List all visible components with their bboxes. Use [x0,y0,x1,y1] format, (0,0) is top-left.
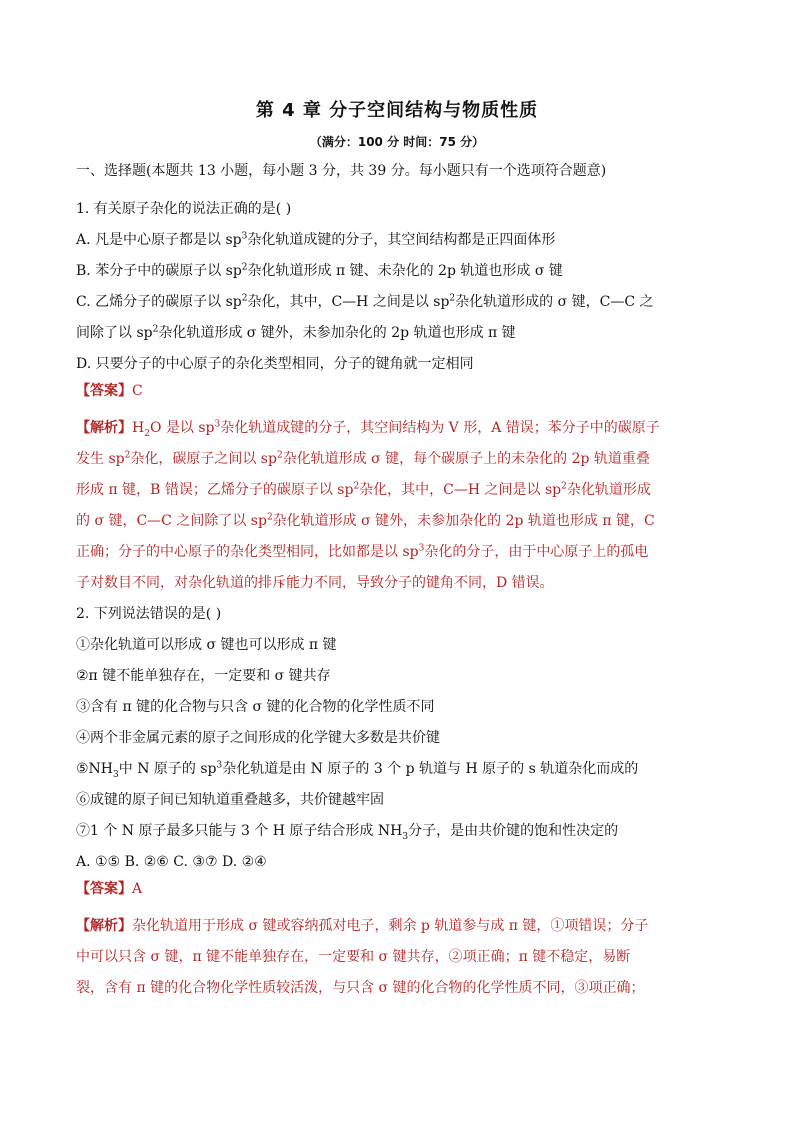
text: O 是以 sp [149,420,215,436]
document-subtitle: （满分：100 分 时间：75 分） [309,135,485,149]
section-heading: 一、选择题(本题共 13 小题，每小题 3 分，共 39 分。每小题只有一个选项符合题意) [76,163,607,179]
text: B. 苯分子中的碳原子以 sp [76,263,242,279]
answer-label: 【答案】 [76,881,132,897]
text: 中 N 原子的 sp [118,761,217,777]
explanation-label: 【解析】 [76,420,132,436]
q1-explanation-line-6: 子对数目不同，对杂化轨道的排斥能力不同，导致分子的键角不同，D 错误。 [76,575,554,591]
document-title: 第 4 章 分子空间结构与物质性质 [255,100,539,121]
text: 杂化，碳原子之间以 sp [130,451,277,467]
subscript: 2 [144,428,150,439]
q1-option-a [76,230,736,250]
q1-option-c-cont [76,323,736,343]
text: ⑤NH [76,761,114,777]
answer-label: 【答案】 [76,383,132,399]
text: A. 凡是中心原子都是以 sp [76,232,242,248]
q2-options: A. ①⑤ B. ②⑥ C. ③⑦ D. ②④ [76,854,267,870]
text: H [132,420,145,436]
q1-explanation-line-5 [76,542,736,562]
q1-answer [76,381,736,401]
text: 杂化轨道形成 [566,482,651,498]
superscript: 2 [152,324,159,335]
superscript: 3 [241,231,248,242]
text: 杂化轨道形成的 σ 键，C—C 之 [455,294,654,310]
explanation-label: 【解析】 [76,918,132,934]
text: 正确；分子的中心原子的杂化类型相同，比如都是以 sp [76,544,419,560]
q2-explanation-line-2: 中可以只含 σ 键，π 键不能单独存在，一定要和 σ 键共存，②项正确；π 键不稳定，易断 [76,949,631,965]
q1-explanation-line-3 [76,480,736,500]
q1-option-d: D. 只要分子的中心原子的杂化类型相同，分子的键角就一定相同 [76,356,474,372]
q2-statement-2: ②π 键不能单独存在，一定要和 σ 键共存 [76,668,331,684]
q2-explanation-line-3: 裂，含有 π 键的化合物化学性质较活泼，与只含 σ 键的化合物的化学性质不同，③项正确； [76,980,645,996]
text: 杂化的分子，由于中心原子上的孤电 [424,544,649,560]
q2-statement-6: ⑥成键的原子间已知轨道重叠越多，共价键越牢固 [76,792,384,808]
q2-statement-3: ③含有 π 键的化合物与只含 σ 键的化合物的化学性质不同 [76,699,435,715]
superscript: 2 [241,293,248,304]
text: C. 乙烯分子的碳原子以 sp [76,294,242,310]
text: 间除了以 sp [76,325,153,341]
text: 发生 sp [76,451,125,467]
q2-statement-5 [76,759,736,779]
text: 杂化，其中，C—H 之间是以 sp [247,294,450,310]
text: 杂化轨道形成 σ 键，每个碳原子上的未杂化的 2p 轨道重叠 [282,451,650,467]
text: 杂化轨道用于形成 σ 键或容纳孤对电子，剩余 p 轨道参与成 π 键，①项错误；分子 [132,918,649,934]
text: 杂化轨道成键的分子，其空间结构为 V 形，A 错误；苯分子中的碳原子 [220,420,660,436]
q2-statement-7 [76,821,736,841]
superscript: 2 [266,512,273,523]
text: 杂化轨道形成 π 键、未杂化的 2p 轨道也形成 σ 键 [247,263,563,279]
superscript: 2 [353,481,360,492]
text: 分子，是由共价键的饱和性决定的 [408,823,619,839]
answer-value: A [132,881,143,897]
text: 杂化轨道形成 σ 键外，未参加杂化的 2p 轨道也形成 π 键，C [272,513,655,529]
subscript: 3 [402,831,409,842]
superscript: 2 [276,450,283,461]
q2-stem: 2. 下列说法错误的是( ) [76,606,222,622]
text: ⑦1 个 N 原子最多只能与 3 个 H 原子结合形成 NH [76,823,403,839]
text: 杂化轨道形成 σ 键外，未参加杂化的 2p 轨道也形成 π 键 [158,325,516,341]
superscript: 2 [124,450,131,461]
q2-statement-4: ④两个非金属元素的原子之间形成的化学键大多数是共价键 [76,730,440,746]
superscript: 3 [418,543,425,554]
q1-stem: 1. 有关原子杂化的说法正确的是( ) [76,201,292,217]
text: 的 σ 键，C—C 之间除了以 sp [76,513,267,529]
q1-explanation-line-2 [76,449,736,469]
text: 杂化，其中，C—H 之间是以 sp [359,482,562,498]
text: 形成 π 键，B 错误；乙烯分子的碳原子以 sp [76,482,354,498]
q2-explanation-line-1 [76,916,736,936]
superscript: 3 [214,419,221,430]
answer-value: C [132,383,143,399]
q1-explanation-line-1 [76,418,736,438]
superscript: 3 [216,760,223,771]
q1-explanation-line-4 [76,511,736,531]
q2-statement-1: ①杂化轨道可以形成 σ 键也可以形成 π 键 [76,637,337,653]
q2-answer [76,879,736,899]
superscript: 2 [449,293,456,304]
q1-option-b [76,261,736,281]
text: 杂化轨道成键的分子，其空间结构都是正四面体形 [247,232,556,248]
subscript: 3 [113,769,119,780]
superscript: 2 [561,481,567,492]
text: 杂化轨道是由 N 原子的 3 个 p 轨道与 H 原子的 s 轨道杂化而成的 [222,761,639,777]
q1-option-c [76,292,736,312]
superscript: 2 [241,262,248,273]
